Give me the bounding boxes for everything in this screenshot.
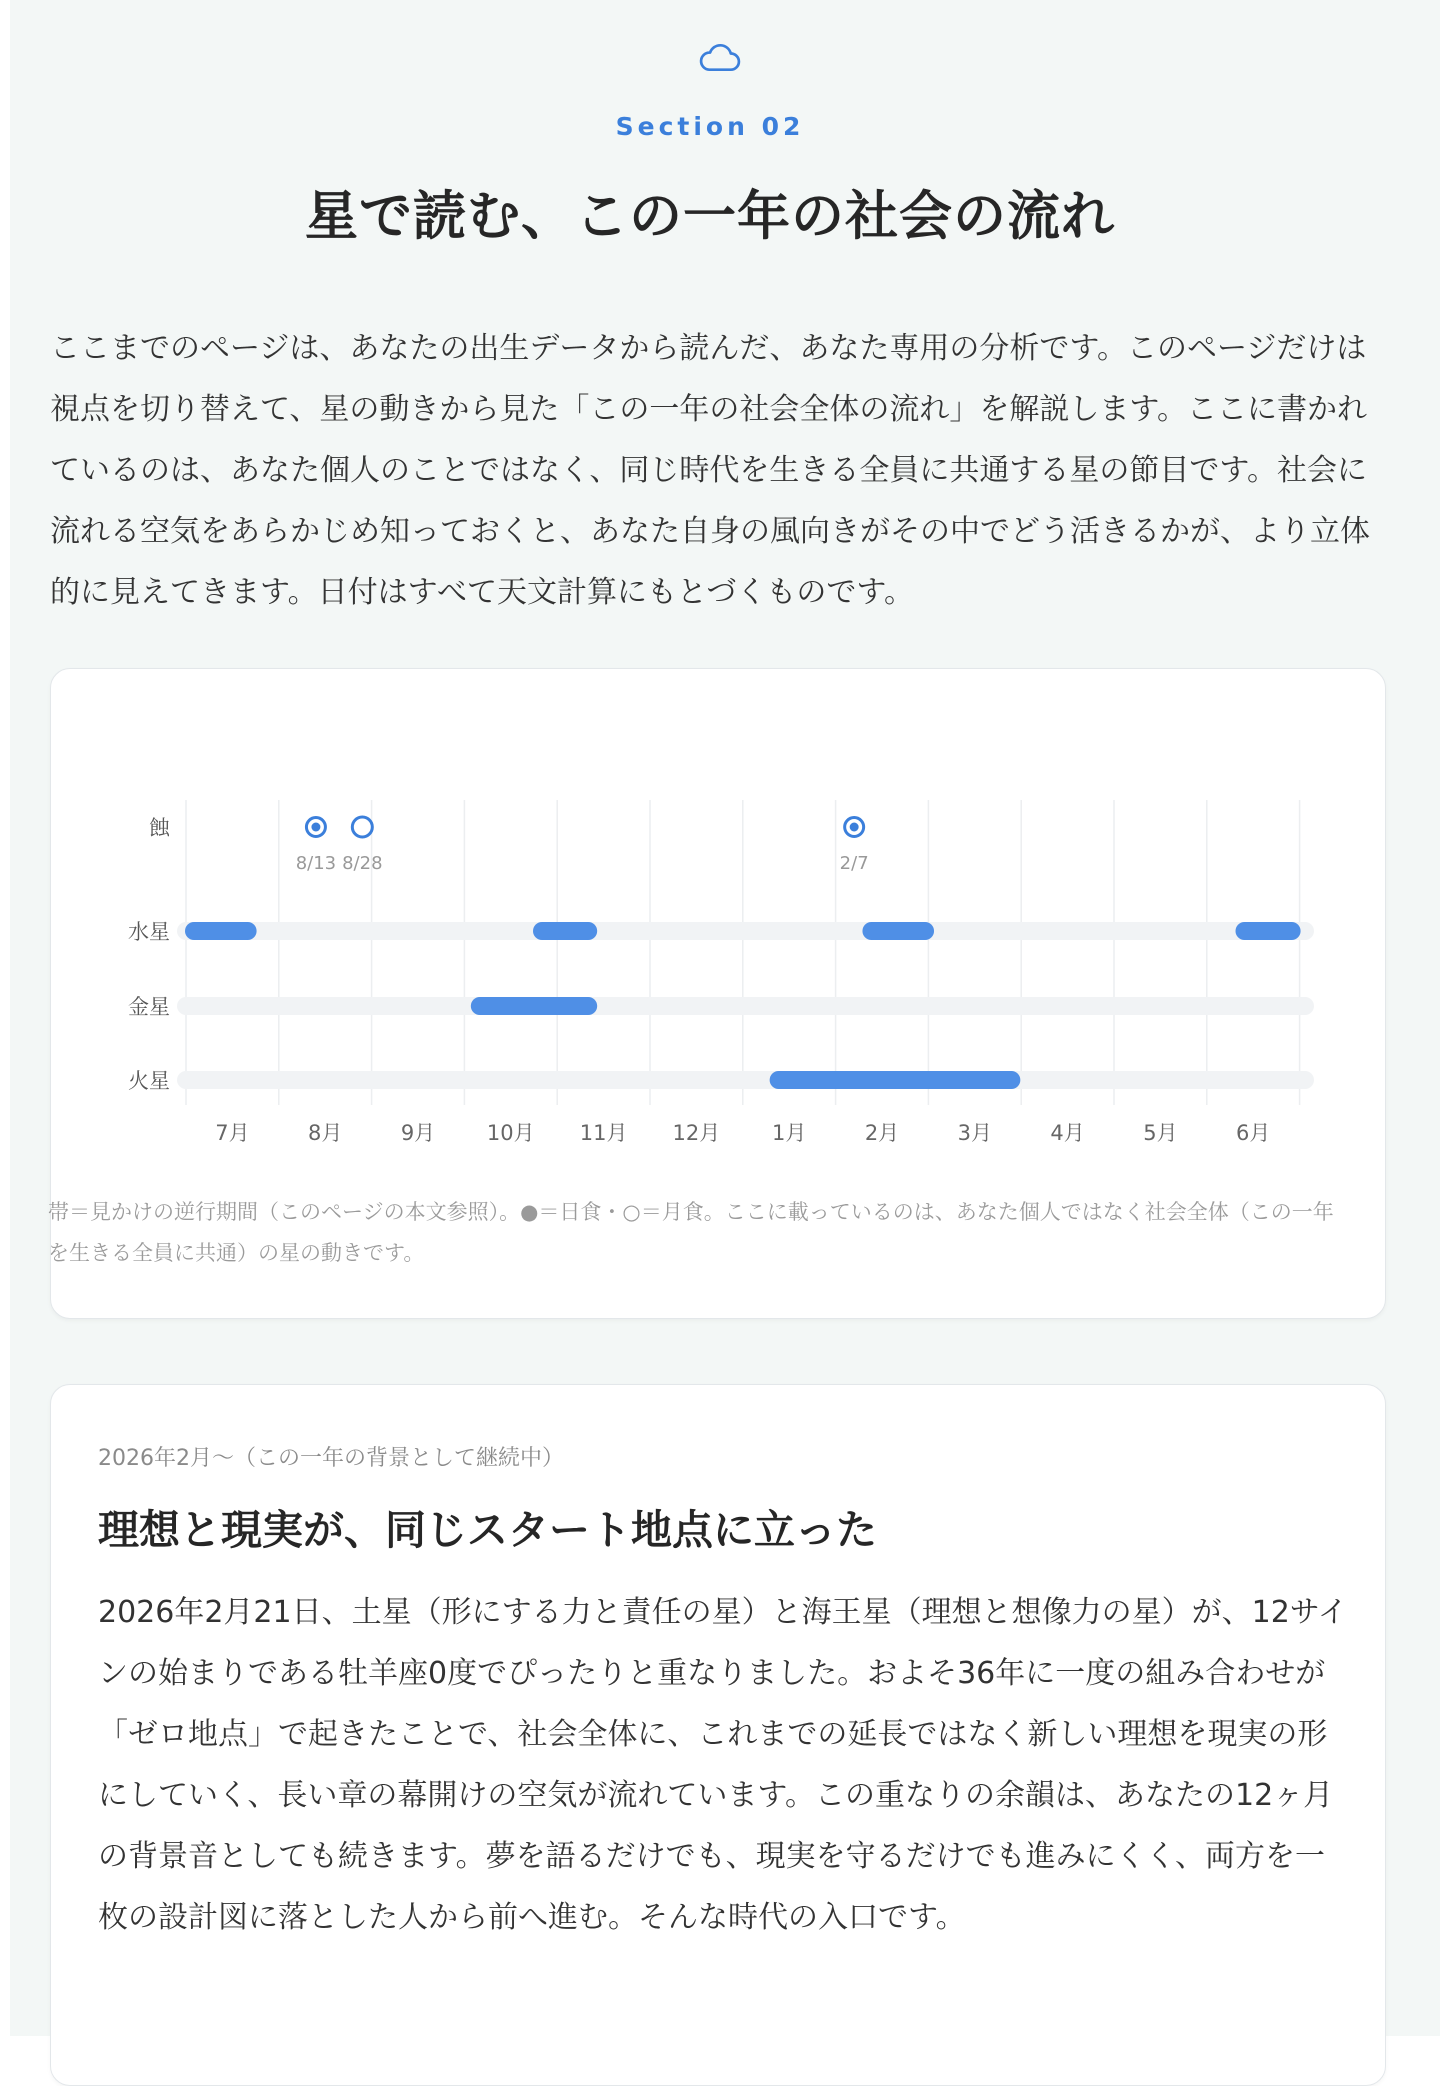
event-body: 2026年2月21日、土星（形にする力と責任の星）と海王星（理想と想像力の星）が、12サインの始まりである牡羊座0度でぴったりと重なりました。およそ36年に一度の組み合わせが「ゼロ地点」で起きたことで、社会全体に、これまでの延長ではなく新しい理想を現実の形にしていく、長い章の幕開けの空気が流れています。この重なりの余韻は、あなたの12ヶ月の背景音としても続きます。夢を語るだけでも、現実を守るだけでも進みにくく、両方を一枚の設計図に落とした人から前へ進む。そんな時代の入口です。: [98, 1595, 1348, 1935]
month-tick-label: 3月: [957, 1121, 992, 1145]
chart-legend-note: 帯＝見かけの逆行期間（このページの本文参照）。●＝日食・○＝月食。ここに載っているのは、あなた個人ではなく社会全体（この一年を生きる全員に共通）の星の動きです。: [48, 1200, 1334, 1265]
month-tick-label: 12月: [672, 1121, 721, 1145]
month-tick-label: 2月: [864, 1121, 900, 1145]
eclipse-date-label: 2/7: [839, 853, 869, 874]
row-label: 蝕: [149, 816, 170, 840]
month-tick-label: 11月: [579, 1121, 628, 1145]
event-title: 理想と現実が、同じスタート地点に立った: [98, 1506, 877, 1554]
row-label: 金星: [128, 995, 170, 1019]
month-tick-label: 8月: [308, 1121, 343, 1145]
section-label: Section 02: [615, 112, 805, 141]
solar-eclipse-dot: [311, 823, 320, 832]
month-tick-label: 9月: [400, 1121, 436, 1145]
row-label: 水星: [128, 920, 170, 944]
page-title: 星で読む、この一年の社会の流れ: [305, 186, 1115, 247]
eclipse-date-label: 8/13: [295, 853, 337, 874]
month-tick-label: 4月: [1050, 1121, 1085, 1145]
month-tick-label: 5月: [1143, 1121, 1178, 1145]
event-date: 2026年2月〜（この一年の背景として継続中）: [98, 1446, 564, 1471]
month-tick-label: 6月: [1236, 1121, 1271, 1145]
lunar-eclipse-marker: [352, 817, 372, 837]
month-tick-label: 10月: [486, 1121, 535, 1145]
eclipse-date-label: 8/28: [342, 853, 383, 874]
row-label: 火星: [128, 1069, 170, 1093]
month-tick-label: 7月: [215, 1121, 250, 1145]
month-tick-label: 1月: [772, 1121, 807, 1145]
solar-eclipse-dot: [850, 823, 859, 832]
intro-paragraph: ここまでのページは、あなたの出生データから読んだ、あなた専用の分析です。このページだけは視点を切り替えて、星の動きから見た「この一年の社会全体の流れ」を解説します。ここに書かれているのは、あなた個人のことではなく、同じ時代を生きる全員に共通する星の節目です。社会に流れる空気をあらかじめ知っておくと、あなた自身の風向きがその中でどう活きるかが、より立体的に見えてきます。日付はすべて天文計算にもとづくものです。: [50, 331, 1370, 610]
